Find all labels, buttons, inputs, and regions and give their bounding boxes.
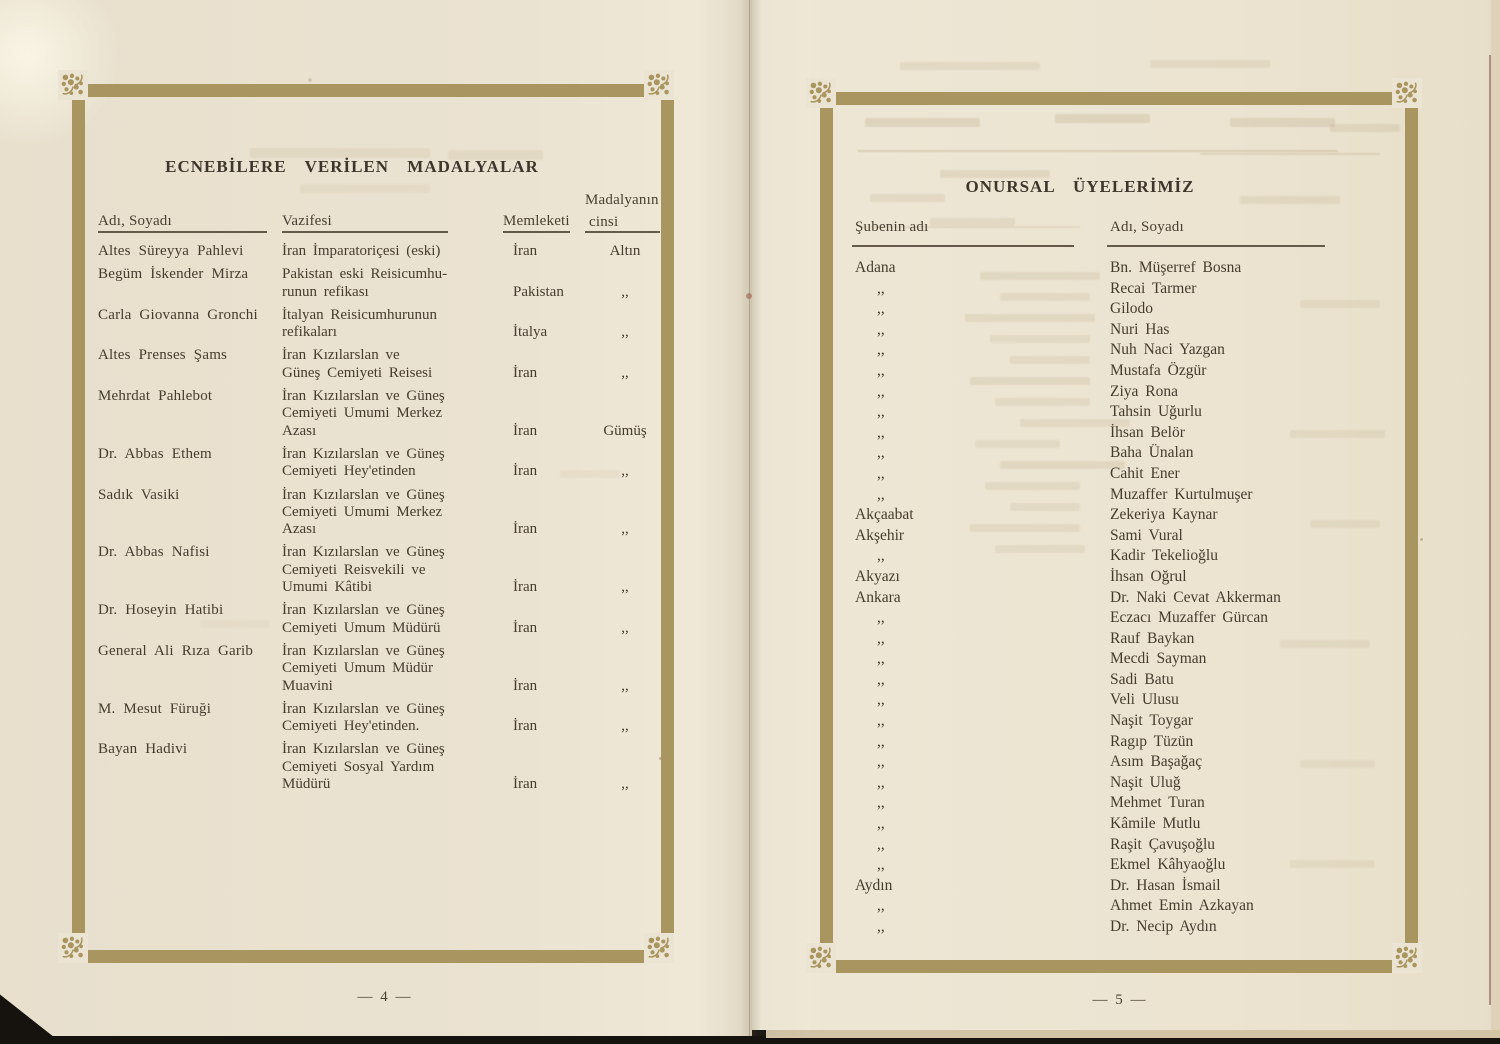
member-name: Cahit Ener [1110, 464, 1180, 482]
corner-ornament-icon [644, 933, 674, 963]
medal-type: ,, [621, 619, 629, 636]
recipient-duty: İran Kızılarslan ve Güneş Cemiyeti Umumi Merkez Azası [282, 486, 445, 538]
column-header-duty: Vazifesi [282, 213, 332, 229]
medal-table-row [98, 487, 663, 539]
member-table-row [855, 855, 1380, 876]
branch-name: ,, [877, 547, 885, 565]
member-table-row [855, 649, 1380, 670]
recipient-name: Sadık Vasiki [98, 486, 180, 503]
member-table-row [855, 402, 1380, 423]
page-gutter-shadow [695, 0, 810, 1036]
recipient-name: Dr. Hoseyin Hatibi [98, 602, 224, 619]
branch-name: ,, [877, 794, 885, 812]
member-table-row [855, 793, 1380, 814]
recipient-country: İran [513, 718, 538, 735]
branch-name: ,, [877, 629, 885, 647]
recipient-duty: İran İmparatoriçesi (eski) [282, 243, 441, 259]
member-name: Naşit Toygar [1110, 712, 1193, 730]
recipient-country: İran [513, 422, 538, 439]
corner-ornament-icon [806, 943, 836, 973]
member-name: Naşit Uluğ [1110, 773, 1181, 791]
member-name: Veli Ulusu [1110, 691, 1179, 709]
medal-table-row [98, 388, 663, 440]
member-table-row [855, 773, 1380, 794]
member-table-row [855, 814, 1380, 835]
recipient-name: Mehrdat Pahlebot [98, 388, 213, 405]
member-table-row [855, 732, 1380, 753]
recipient-country: İran [513, 579, 538, 596]
recipient-name: Bayan Hadivi [98, 741, 188, 758]
member-table-row [855, 896, 1380, 917]
underlying-page-edge [766, 1030, 1500, 1038]
column-underline [585, 231, 660, 233]
branch-name: Adana [855, 259, 896, 276]
recipient-duty: İtalyan Reisicumhurunun refikaları [282, 306, 438, 341]
branch-name: ,, [877, 753, 885, 771]
member-table-row [855, 690, 1380, 711]
branch-name: ,, [877, 732, 885, 750]
member-table-row [855, 608, 1380, 629]
member-name: Nuri Has [1110, 320, 1170, 338]
member-name: Dr. Hasan İsmail [1110, 876, 1221, 894]
medal-table-row [98, 643, 663, 695]
column-header-medal-line2: cinsi [589, 214, 619, 230]
branch-name: ,, [877, 485, 885, 503]
member-name: Ekmel Kâhyaoğlu [1110, 856, 1226, 874]
member-name: Eczacı Muzaffer Gürcan [1110, 609, 1269, 627]
recipient-name: M. Mesut Füruği [98, 700, 212, 717]
medal-type: ,, [621, 718, 629, 735]
medal-table-row [98, 602, 663, 637]
member-name: Bn. Müşerref Bosna [1110, 259, 1242, 276]
branch-name: ,, [877, 403, 885, 421]
branch-name: Akşehir [855, 526, 905, 544]
member-name: Mustafa Özgür [1110, 361, 1207, 379]
column-header-medal-line1: Madalyanın [585, 192, 659, 208]
medal-table-row [98, 243, 663, 260]
member-table-row [855, 526, 1380, 547]
member-table-row [855, 670, 1380, 691]
recipient-name: Altes Süreyya Pahlevi [98, 243, 244, 259]
member-name: Gilodo [1110, 300, 1154, 318]
branch-name: Aydın [855, 876, 893, 894]
recipient-country: Pakistan [513, 283, 564, 300]
branch-name: ,, [877, 691, 885, 709]
recipient-duty: İran Kızılarslan ve Güneş Cemiyeti Reisvekili ve Umumi Kâtibi [282, 544, 445, 596]
branch-name: ,, [877, 650, 885, 668]
branch-name: ,, [877, 773, 885, 791]
member-name: Sadi Batu [1110, 670, 1174, 688]
recipient-country: İran [513, 463, 538, 480]
recipient-name: Begüm İskender Mirza [98, 266, 249, 283]
member-name: Rauf Baykan [1110, 629, 1195, 647]
recipient-duty: İran Kızılarslan ve Güneş Cemiyeti Umumi Merkez Azası [282, 388, 445, 439]
member-name: Kâmile Mutlu [1110, 815, 1201, 833]
corner-ornament-icon [58, 933, 88, 963]
member-name: Baha Ünalan [1110, 444, 1194, 462]
branch-name: ,, [877, 320, 885, 338]
member-name: Muzaffer Kurtulmuşer [1110, 485, 1253, 503]
medal-type: ,, [621, 463, 629, 480]
recipient-duty: İran Kızılarslan ve Güneş Cemiyeti Umum Müdürü [282, 602, 445, 636]
member-table-row [855, 382, 1380, 403]
recipient-country: İran [513, 243, 538, 259]
member-table-row [855, 835, 1380, 856]
member-name: Zekeriya Kaynar [1110, 506, 1218, 524]
member-table-row [855, 546, 1380, 567]
member-table-row [855, 258, 1380, 279]
member-name: Mecdi Sayman [1110, 650, 1207, 668]
corner-ornament-icon [1392, 78, 1422, 108]
recipient-country: İran [513, 521, 538, 538]
recipient-name: General Ali Rıza Garib [98, 642, 254, 659]
member-table-row [855, 423, 1380, 444]
page-number-right: — 5 — [1092, 992, 1148, 1008]
recipient-name: Altes Prenses Şams [98, 347, 228, 364]
member-table-row [855, 711, 1380, 732]
medal-table-row [98, 266, 663, 301]
branch-name: ,, [877, 279, 885, 297]
foxing-spot [1420, 538, 1423, 541]
recipient-duty: Pakistan eski Reisicumhu- runun refikası [282, 266, 448, 300]
branch-name: ,, [877, 609, 885, 627]
column-underline [282, 231, 448, 233]
member-table-row [855, 505, 1380, 526]
medal-table-row [98, 701, 663, 736]
member-name: Asım Başağaç [1110, 753, 1203, 771]
corner-ornament-icon [1392, 943, 1422, 973]
branch-name: ,, [877, 712, 885, 730]
column-underline [98, 231, 267, 233]
medal-type: ,, [621, 364, 629, 381]
column-underline [1107, 245, 1325, 247]
branch-name: ,, [877, 835, 885, 853]
member-name: Raşit Çavuşoğlu [1110, 835, 1216, 853]
medal-type: ,, [621, 324, 629, 341]
medal-table-row [98, 307, 663, 342]
member-table-row [855, 443, 1380, 464]
member-name: Nuh Naci Yazgan [1110, 341, 1225, 359]
page-edge-strip [1491, 0, 1500, 1030]
member-table-row [855, 876, 1380, 897]
recipient-duty: İran Kızılarslan ve Güneş Cemiyeti Hey'etinden [282, 445, 445, 480]
medal-type: ,, [621, 776, 629, 793]
column-underline [852, 245, 1074, 247]
branch-name: Ankara [855, 588, 901, 606]
foxing-spot [308, 78, 312, 82]
member-name: Tahsin Uğurlu [1110, 403, 1202, 421]
member-table-rows [855, 258, 1380, 938]
member-table-row [855, 279, 1380, 300]
recipient-name: Dr. Abbas Nafisi [98, 544, 210, 561]
medal-table-rows [98, 243, 663, 799]
corner-ornament-icon [644, 70, 674, 100]
medal-table-row [98, 446, 663, 481]
recipient-duty: İran Kızılarslan ve Güneş Cemiyeti Umum Müdür Muavini [282, 642, 445, 694]
medal-type: ,, [621, 283, 629, 300]
member-table-row [855, 464, 1380, 485]
medal-table-row [98, 347, 663, 382]
branch-name: Akçaabat [855, 506, 914, 524]
branch-name: ,, [877, 341, 885, 359]
member-name: Ahmet Emin Azkayan [1110, 897, 1254, 915]
member-table-row [855, 361, 1380, 382]
branch-name: ,, [877, 382, 885, 400]
member-name: Ragıp Tüzün [1110, 732, 1194, 750]
recipient-name: Dr. Abbas Ethem [98, 445, 212, 462]
recipient-country: İran [513, 364, 538, 381]
left-page-title: ECNEBİLERE VERİLEN MADALYALAR [165, 157, 539, 176]
member-table-row [855, 320, 1380, 341]
member-name: İhsan Belör [1110, 423, 1185, 441]
member-table-row [855, 299, 1380, 320]
branch-name: ,, [877, 918, 885, 935]
branch-name: ,, [877, 670, 885, 688]
member-name: Mehmet Turan [1110, 794, 1205, 812]
branch-name: ,, [877, 300, 885, 318]
recipient-country: İtalya [513, 324, 548, 341]
branch-name: ,, [877, 423, 885, 441]
member-name: Dr. Necip Aydın [1110, 918, 1217, 935]
medal-type: ,, [621, 579, 629, 596]
member-name: Sami Vural [1110, 526, 1183, 544]
branch-name: ,, [877, 897, 885, 915]
bleedthrough-artifact [1150, 60, 1270, 68]
member-table-row [855, 485, 1380, 506]
medal-type: Altın [609, 243, 641, 259]
medal-type: ,, [621, 521, 629, 538]
member-name: Recai Tarmer [1110, 279, 1197, 297]
branch-name: ,, [877, 815, 885, 833]
member-table-row [855, 917, 1380, 938]
member-table-row [855, 588, 1380, 609]
right-page-title: ONURSAL ÜYELERİMİZ [965, 177, 1195, 196]
branch-name: ,, [877, 464, 885, 482]
column-underline [503, 231, 570, 233]
branch-name: ,, [877, 361, 885, 379]
recipient-name: Carla Giovanna Gronchi [98, 306, 258, 323]
member-name: Ziya Rona [1110, 382, 1178, 400]
corner-ornament-icon [58, 70, 88, 100]
branch-name: ,, [877, 856, 885, 874]
member-table-row [855, 567, 1380, 588]
foxing-spot [746, 293, 752, 299]
branch-name: ,, [877, 444, 885, 462]
spine-crease [749, 0, 750, 1036]
medal-type: ,, [621, 677, 629, 694]
medal-type: Gümüş [603, 422, 647, 439]
member-name: Dr. Naki Cevat Akkerman [1110, 588, 1281, 606]
member-name: İhsan Oğrul [1110, 567, 1187, 585]
member-table-row [855, 340, 1380, 361]
recipient-duty: İran Kızılarslan ve Güneş Cemiyeti Hey'etinden. [282, 700, 445, 735]
recipient-country: İran [513, 776, 538, 793]
recipient-duty: İran Kızılarslan ve Güneş Cemiyeti Sosyal Yardım Müdürü [282, 741, 445, 793]
medal-table-row [98, 741, 663, 793]
recipient-country: İran [513, 677, 538, 694]
page-number-left: — 4 — [357, 989, 413, 1005]
bleedthrough-artifact [900, 62, 1040, 70]
branch-name: Akyazı [855, 567, 900, 585]
member-table-row [855, 752, 1380, 773]
column-header-name: Adı, Soyadı [98, 213, 172, 229]
column-header-country: Memleketi [503, 213, 570, 229]
medal-table-row [98, 544, 663, 596]
corner-ornament-icon [806, 78, 836, 108]
member-name: Kadir Tekelioğlu [1110, 547, 1218, 565]
recipient-duty: İran Kızılarslan ve Güneş Cemiyeti Reisesi [282, 347, 433, 381]
recipient-country: İran [513, 619, 538, 636]
column-header-member-name: Adı, Soyadı [1110, 219, 1184, 235]
member-table-row [855, 629, 1380, 650]
column-header-branch: Şubenin adı [855, 219, 929, 235]
